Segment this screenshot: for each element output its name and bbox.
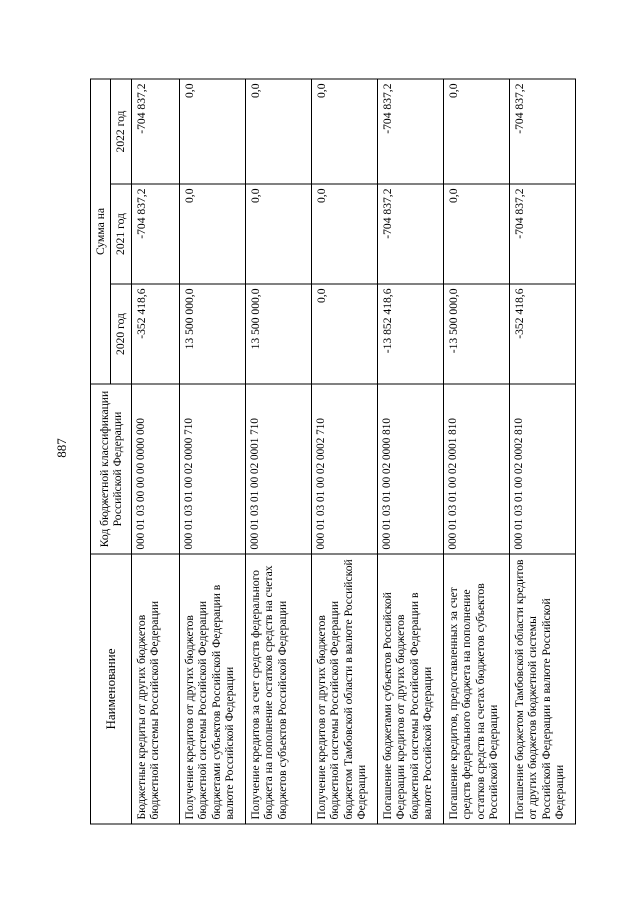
row-value-2020: 13 500 000,0 (179, 284, 245, 384)
row-value-2022: 0,0 (443, 79, 509, 184)
table-body (131, 79, 575, 824)
row-name: Получение кредитов за счет средств федерального бюджета на пополнение остатков средств на счетах бюджетов субъектов Российской Федерации (245, 554, 311, 824)
rotated-table-container (90, 80, 567, 825)
table-row (509, 79, 575, 824)
row-value-2021: 0,0 (179, 184, 245, 284)
row-value-2020: -352 418,6 (131, 284, 179, 384)
row-name: Погашение бюджетом Тамбовской области кредитов от других бюджетов бюджетной системы Российской Федерации в валюте Российской Федерации (509, 554, 575, 824)
row-value-2022: -704 837,2 (131, 79, 179, 184)
table-row (179, 79, 245, 824)
row-name: Бюджетные кредиты от других бюджетов бюджетной системы Российской Федерации (131, 554, 179, 824)
row-value-2020: 0,0 (311, 284, 377, 384)
row-value-2022: 0,0 (179, 79, 245, 184)
row-name: Получение кредитов от других бюджетов бюджетной системы Российской Федерации бюджетами субъектов Российской Федерации в валюте Российской Федерации (179, 554, 245, 824)
row-name: Получение кредитов от других бюджетов бюджетной системы Российской Федерации бюджетом Тамбовской области в валюте Российской Федерации (311, 554, 377, 824)
row-value-2020: -352 418,6 (509, 284, 575, 384)
row-value-2020: -13 500 000,0 (443, 284, 509, 384)
row-value-2021: -704 837,2 (377, 184, 443, 284)
table-row (377, 79, 443, 824)
row-code: 000 01 03 01 00 02 0001 710 (245, 384, 311, 554)
row-value-2022: -704 837,2 (509, 79, 575, 184)
row-code: 000 01 03 01 00 02 0002 810 (509, 384, 575, 554)
row-value-2022: 0,0 (245, 79, 311, 184)
row-code: 000 01 03 01 00 02 0002 710 (311, 384, 377, 554)
row-value-2021: -704 837,2 (131, 184, 179, 284)
table-header (91, 79, 132, 824)
row-name: Погашение бюджетами субъектов Российской Федерации кредитов от других бюджетов бюджетной системы Российской Федерации в валюте Российской Федерации (377, 554, 443, 824)
table-row (131, 79, 179, 824)
budget-table (90, 78, 576, 824)
header-year: 2020 год (111, 284, 131, 384)
row-value-2022: -704 837,2 (377, 79, 443, 184)
header-year: 2021 год (111, 184, 131, 284)
row-value-2021: 0,0 (443, 184, 509, 284)
page-number: 887 (54, 438, 69, 458)
row-value-2020: 13 500 000,0 (245, 284, 311, 384)
table-row (311, 79, 377, 824)
row-code: 000 01 03 01 00 02 0001 810 (443, 384, 509, 554)
header-row (91, 79, 111, 824)
row-value-2020: -13 852 418,6 (377, 284, 443, 384)
row-value-2021: 0,0 (311, 184, 377, 284)
header-year: 2022 год (111, 79, 131, 184)
row-code: 000 01 03 01 00 02 0000 710 (179, 384, 245, 554)
header-code: Код бюджетной классификации Российской Федерации (91, 384, 132, 554)
row-value-2022: 0,0 (311, 79, 377, 184)
row-name: Погашение кредитов, предоставленных за счет средств федерального бюджета на пополнение остатков средств на счетах бюджетов субъектов Российской Федерации (443, 554, 509, 824)
row-code: 000 01 03 01 00 02 0000 810 (377, 384, 443, 554)
table-row (443, 79, 509, 824)
row-value-2021: -704 837,2 (509, 184, 575, 284)
row-value-2021: 0,0 (245, 184, 311, 284)
row-code: 000 01 03 00 00 00 0000 000 (131, 384, 179, 554)
header-name: Наименование (91, 554, 132, 824)
header-sum: Сумма на (91, 79, 111, 384)
table-row (245, 79, 311, 824)
